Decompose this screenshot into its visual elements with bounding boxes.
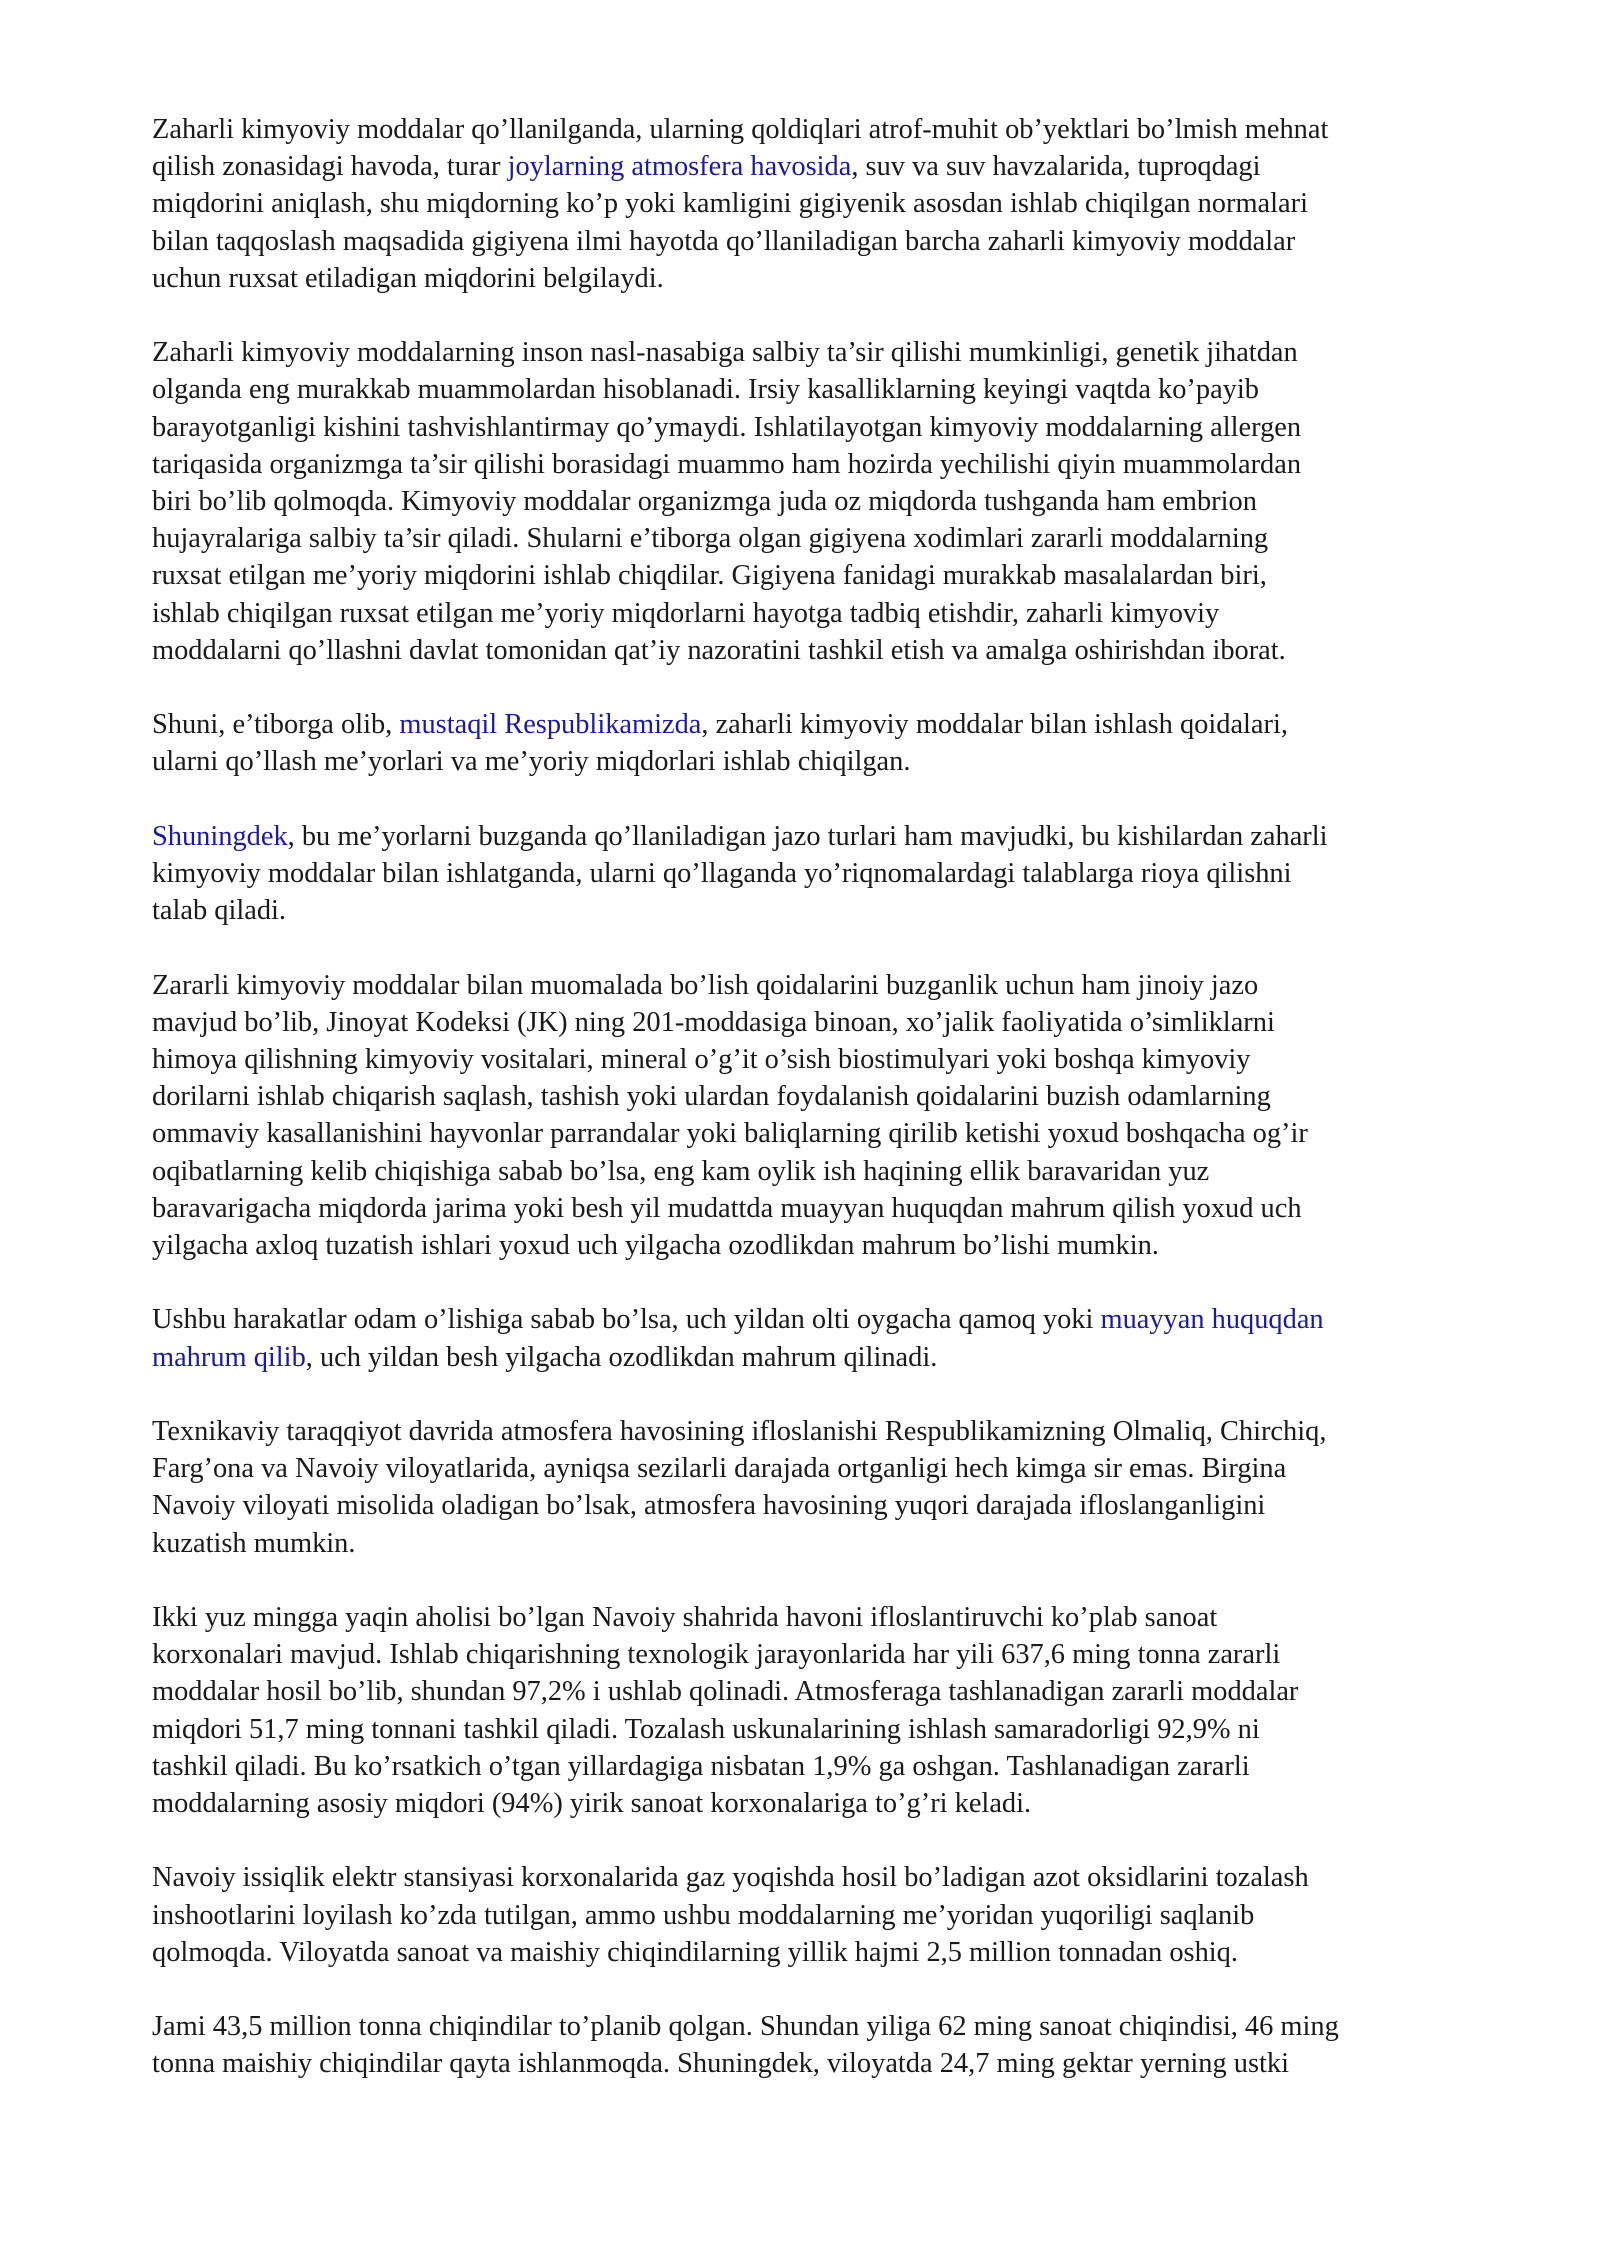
paragraph — [152, 1413, 1512, 1562]
text-run: Zaharli kimyoviy moddalar qo’llanilganda, ularning qoldiqlari atrof-muhit ob’yektlari bo’lmish mehnat — [152, 114, 1329, 145]
text-run: Jami 43,5 million tonna chiqindilar to’planib qolgan. Shundan yiliga 62 ming sanoat chiqindisi, 46 ming — [152, 2011, 1339, 2043]
text-run: Zararli kimyoviy moddalar bilan muomalada bo’lish qoidalarini buzganlik uchun ham jinoiy jazo — [152, 969, 1259, 1001]
text-line — [152, 2008, 1512, 2045]
text-line — [152, 446, 1512, 483]
text-run: ishlab chiqilgan ruxsat etilgan me’yoriy miqdorlarni hayotga tadbiq etishdir, zaharli kimyoviy — [152, 597, 1220, 629]
text-run: ommaviy kasallanishini hayvonlar parrandalar yoki baliqlarning qirilib ketishi yoxud boshqacha og’ir — [152, 1118, 1308, 1150]
hyperlink[interactable]: Shuningdek — [152, 820, 288, 852]
text-run: moddalar hosil bo’lib, shundan 97,2% i ushlab qolinadi. Atmosferaga tashlanadigan zararli moddalar — [152, 1676, 1299, 1708]
text-line — [152, 223, 1512, 260]
text-run: ularni qo’llash me’yorlari va me’yoriy miqdorlari ishlab chiqilgan. — [152, 746, 911, 778]
text-run: ruxsat etilgan me’yoriy miqdorini ishlab chiqdilar. Gigiyena fanidagi murakkab masalalardan biri, — [152, 560, 1267, 592]
text-run: Shuni, e’tiborga olib, — [152, 709, 400, 741]
text-line — [152, 743, 1512, 780]
text-run: miqdorini aniqlash, shu miqdorning ko’p yoki kamligini gigiyenik asosdan ishlab chiqilgan normalari — [152, 188, 1308, 220]
text-line — [152, 1785, 1512, 1822]
text-line — [152, 1041, 1512, 1078]
text-run: Navoiy issiqlik elektr stansiyasi korxonalarida gaz yoqishda hosil bo’ladigan azot oksidlarini tozalash — [152, 1862, 1309, 1894]
text-run: , uch yildan besh yilgacha ozodlikdan mahrum qilinadi. — [305, 1341, 938, 1373]
paragraph — [152, 334, 1512, 669]
paragraph — [152, 818, 1512, 930]
document-body — [152, 111, 1512, 2120]
text-line — [152, 520, 1512, 557]
text-line — [152, 1934, 1512, 1971]
text-line — [152, 1004, 1512, 1041]
text-run: tonna maishiy chiqindilar qayta ishlanmoqda. Shuningdek, viloyatda 24,7 ming gektar yerning ustki — [152, 2048, 1290, 2080]
text-run: Ikki yuz mingga yaqin aholisi bo’lgan Navoiy shahrida havoni ifloslantiruvchi ko’plab sanoat — [152, 1602, 1218, 1634]
text-run: , bu me’yorlarni buzganda qo’llaniladigan jazo turlari ham mavjudki, bu kishilardan zaharli — [287, 820, 1328, 852]
text-line — [152, 1599, 1512, 1636]
text-line — [152, 1450, 1512, 1487]
paragraph — [152, 967, 1512, 1265]
paragraph — [152, 2008, 1512, 2082]
text-run: oqibatlarning kelib chiqishiga sabab bo’lsa, eng kam oylik ish haqining ellik baravaridan yuz — [152, 1155, 1210, 1187]
text-line — [152, 2045, 1512, 2082]
text-run: tariqasida organizmga ta’sir qilishi borasidagi muammo ham hozirda yechilishi qiyin muammolardan — [152, 448, 1302, 480]
hyperlink[interactable]: muayyan huquqdan — [1100, 1304, 1324, 1336]
paragraph — [152, 706, 1512, 780]
text-run: yilgacha axloq tuzatish ishlari yoxud uch yilgacha ozodlikdan mahrum bo’lishi mumkin. — [152, 1230, 1159, 1262]
text-run: Navoiy viloyati misolida oladigan bo’lsak, atmosfera havosining yuqori darajada ifloslanganligini — [152, 1490, 1266, 1522]
text-line — [152, 409, 1512, 446]
text-run: kimyoviy moddalar bilan ishlatganda, ularni qo’llaganda yo’riqnomalardagi talablarga rioya qilishni — [152, 858, 1292, 890]
text-run: , suv va suv havzalarida, tuproqdagi — [851, 151, 1261, 183]
text-run: qolmoqda. Viloyatda sanoat va maishiy chiqindilarning yillik hajmi 2,5 million tonnadan oshiq. — [152, 1936, 1238, 1968]
text-run: moddalarni qo’llashni davlat tomonidan qat’iy nazoratini tashkil etish va amalga oshirishdan iborat. — [152, 634, 1286, 666]
text-run: uchun ruxsat etiladigan miqdorini belgilaydi. — [152, 262, 664, 294]
text-line — [152, 371, 1512, 408]
text-run: kuzatish mumkin. — [152, 1527, 356, 1559]
text-line — [152, 1227, 1512, 1264]
text-run: moddalarning asosiy miqdori (94%) yirik sanoat korxonalariga to’g’ri keladi. — [152, 1788, 1032, 1820]
text-line — [152, 1711, 1512, 1748]
text-line — [152, 1636, 1512, 1673]
text-run: biri bo’lib qolmoqda. Kimyoviy moddalar organizmga juda oz miqdorda tushganda ham embrion — [152, 486, 1257, 518]
text-line — [152, 111, 1512, 148]
text-line — [152, 818, 1512, 855]
text-line — [152, 1153, 1512, 1190]
text-run: Texnikaviy taraqqiyot davrida atmosfera havosining ifloslanishi Respublikamizning Olmaliq, Chirchiq, — [152, 1416, 1327, 1448]
text-run: mavjud bo’lib, Jinoyat Kodeksi (JK) ning 201-moddasiga binoan, xo’jalik faoliyatida o’simliklarni — [152, 1006, 1275, 1038]
paragraph — [152, 1301, 1512, 1375]
text-run: talab qiladi. — [152, 895, 287, 927]
text-line — [152, 483, 1512, 520]
text-line — [152, 1673, 1512, 1710]
text-line — [152, 1859, 1512, 1896]
text-run: inshootlarini loyilash ko’zda tutilgan, ammo ushbu moddalarning me’yoridan yuqoriligi saqlanib — [152, 1899, 1255, 1931]
text-line — [152, 967, 1512, 1004]
text-run: korxonalari mavjud. Ishlab chiqarishning texnologik jarayonlarida har yili 637,6 ming tonna zararli — [152, 1639, 1281, 1671]
text-line — [152, 260, 1512, 297]
text-line — [152, 1190, 1512, 1227]
text-line — [152, 1748, 1512, 1785]
text-line — [152, 1487, 1512, 1524]
text-run: olganda eng murakkab muammolardan hisoblanadi. Irsiy kasalliklarning keyingi vaqtda ko’payib — [152, 374, 1259, 406]
text-line — [152, 1525, 1512, 1562]
text-line — [152, 1115, 1512, 1152]
text-line — [152, 1339, 1512, 1376]
text-run: hujayralariga salbiy ta’sir qiladi. Shularni e’tiborga olgan gigiyena xodimlari zararli moddalarning — [152, 523, 1269, 555]
text-line — [152, 334, 1512, 371]
paragraph — [152, 1859, 1512, 1971]
text-run: miqdori 51,7 ming tonnani tashkil qiladi. Tozalash uskunalarining ishlash samaradorligi 92,9% ni — [152, 1713, 1260, 1745]
text-line — [152, 557, 1512, 594]
text-run: bilan taqqoslash maqsadida gigiyena ilmi hayotda qo’llaniladigan barcha zaharli kimyoviy moddalar — [152, 225, 1296, 257]
text-run: barayotganligi kishini tashvishlantirmay qo’ymaydi. Ishlatilayotgan kimyoviy moddalarning allergen — [152, 411, 1302, 443]
text-line — [152, 148, 1512, 185]
hyperlink[interactable]: joylarning atmosfera havosida — [507, 151, 852, 183]
text-line — [152, 1897, 1512, 1934]
text-run: Farg’ona va Navoiy viloyatlarida, ayniqsa sezilarli darajada ortganligi hech kimga sir emas. Birgina — [152, 1453, 1287, 1485]
text-line — [152, 1413, 1512, 1450]
text-line — [152, 855, 1512, 892]
paragraph — [152, 111, 1512, 297]
text-run: tashkil qiladi. Bu ko’rsatkich o’tgan yillardagiga nisbatan 1,9% ga oshgan. Tashlanadigan zararli — [152, 1750, 1250, 1782]
hyperlink[interactable]: mahrum qilib — [152, 1341, 306, 1373]
text-line — [152, 706, 1512, 743]
text-run: himoya qilishning kimyoviy vositalari, mineral o’g’it o’sish biostimulyari yoki boshqa kimyoviy — [152, 1044, 1251, 1076]
text-line — [152, 595, 1512, 632]
text-run: baravarigacha miqdorda jarima yoki besh yil mudattda muayyan huquqdan mahrum qilish yoxud uch — [152, 1192, 1302, 1224]
paragraph — [152, 1599, 1512, 1822]
text-line — [152, 1078, 1512, 1115]
text-run: dorilarni ishlab chiqarish saqlash, tashish yoki ulardan foydalanish qoidalarini buzish odamlarning — [152, 1081, 1271, 1113]
text-run: qilish zonasidagi havoda, turar — [152, 151, 508, 183]
hyperlink[interactable]: mustaqil Respublikamizda — [399, 709, 702, 741]
text-run: Ushbu harakatlar odam o’lishiga sabab bo’lsa, uch yildan olti oygacha qamoq yoki — [152, 1304, 1101, 1336]
text-line — [152, 632, 1512, 669]
text-line — [152, 892, 1512, 929]
text-line — [152, 185, 1512, 222]
text-run: Zaharli kimyoviy moddalarning inson nasl-nasabiga salbiy ta’sir qilishi mumkinligi, genetik jihatdan — [152, 337, 1298, 369]
text-line — [152, 1301, 1512, 1338]
text-run: , zaharli kimyoviy moddalar bilan ishlash qoidalari, — [701, 709, 1288, 741]
